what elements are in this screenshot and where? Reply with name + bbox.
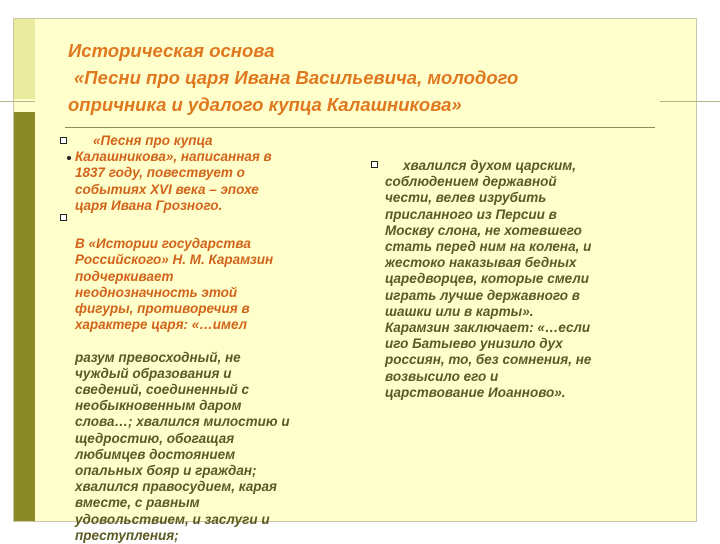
bullet-square-icon xyxy=(60,214,67,221)
left-column xyxy=(75,133,365,544)
bullet-dot-icon xyxy=(67,156,71,160)
title-underline xyxy=(65,127,655,128)
paragraph-intro: «Песня про купца Калашникова», написанная в 1837 году, повествует о событиях XVI века – эпохе царя Ивана Грозного. xyxy=(75,133,272,213)
slide-title xyxy=(68,37,668,118)
title-line-3: опричника и удалого купца Калашникова» xyxy=(68,94,462,115)
title-line-2: «Песни про царя Ивана Васильевича, молодого xyxy=(74,67,519,88)
right-column xyxy=(385,158,675,407)
bullet-square-icon xyxy=(60,137,67,144)
title-line-1: Историческая основа xyxy=(68,40,275,61)
paragraph-karamzin-intro: В «Истории государства Российского» Н. М. Карамзин подчеркивает неоднозначность этой фигуры, противоречия в характере царя: «…имел xyxy=(75,236,274,333)
divider-left xyxy=(0,101,35,102)
paragraph-quote-continued: хвалился духом царским, соблюдением державной чести, велев изрубить присланного из Персии в Москву слона, не хотевшего стать перед ним на колена, и жестоко наказывая бедных царедворцев, которые смели играть лучше державного в шашки или в карты». Карамзин заключает: «…если иго Батыево унизило дух россиян, то, без сомнения, не возвысило его и царствование Иоанново». xyxy=(385,158,592,400)
bullet-square-icon xyxy=(371,161,378,168)
paragraph-karamzin-quote: разум превосходный, не чуждый образования и сведений, соединенный с необыкновенным даром слова…; хвалился милостию и щедростию, обогащая любимцев достоянием опальных бояр и граждан; хвалился правосудием, карая вместе, с равным удовольствием, и заслуги и преступления; xyxy=(75,349,290,543)
sidebar-accent-bottom xyxy=(14,112,35,521)
divider-right xyxy=(660,101,720,102)
sidebar-accent-top xyxy=(14,19,35,99)
